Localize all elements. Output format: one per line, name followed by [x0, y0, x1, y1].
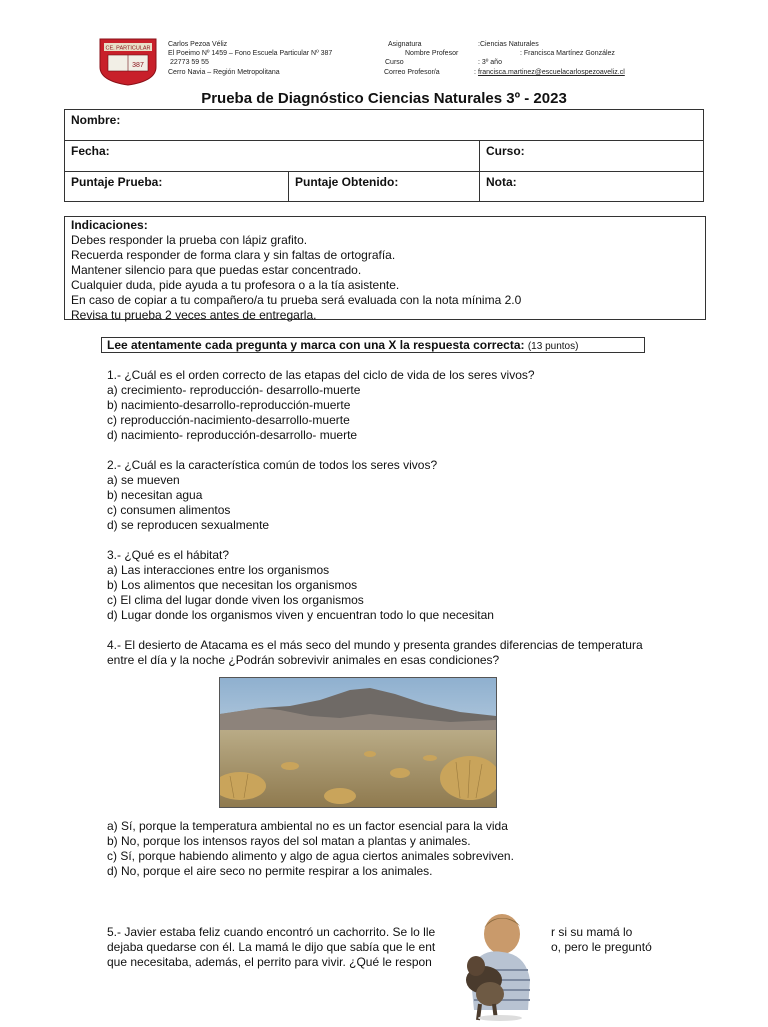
answer-option[interactable]: a) Las interacciones entre los organismos	[107, 563, 330, 578]
logo-number: 387	[132, 62, 144, 69]
atacama-desert-photo	[219, 677, 497, 808]
answer-option[interactable]: c) Sí, porque habiendo alimento y algo de agua ciertos animales sobreviven.	[107, 849, 514, 864]
answer-instruction-text: Lee atentamente cada pregunta y marca con una X la respuesta correcta:	[107, 338, 525, 352]
instruction-line: Cualquier duda, pide ayuda a tu profesora o a la tía asistente.	[71, 278, 400, 292]
school-region: Cerro Navia – Región Metropolitana	[168, 69, 280, 76]
test-score-field[interactable]: Puntaje Prueba:	[65, 172, 289, 202]
student-info-table	[64, 109, 704, 202]
question-stem: 3.- ¿Qué es el hábitat?	[107, 548, 230, 562]
school-phone: 22773 59 55	[170, 59, 209, 66]
answer-option[interactable]: c) consumen alimentos	[107, 503, 231, 518]
answer-option[interactable]: d) se reproducen sexualmente	[107, 518, 270, 533]
instruction-line: En caso de copiar a tu compañero/a tu prueba será evaluada con la nota mínima 2.0	[71, 293, 522, 307]
course-label: Curso	[385, 59, 404, 66]
question-4-options	[107, 819, 514, 879]
answer-option[interactable]: a) se mueven	[107, 473, 180, 488]
question-3	[107, 548, 494, 623]
question-stem: 2.- ¿Cuál es la característica común de todos los seres vivos?	[107, 458, 438, 472]
question-2	[107, 458, 437, 533]
instruction-line: Mantener silencio para que puedas estar concentrado.	[71, 263, 362, 277]
answer-option[interactable]: c) El clima del lugar donde viven los organismos	[107, 593, 364, 608]
email-label: Correo Profesor/a	[384, 69, 440, 76]
name-field[interactable]: Nombre:	[65, 110, 704, 141]
school-logo	[98, 37, 158, 86]
question-5-line: 5.- Javier estaba feliz cuando encontró un cachorrito. Se lo lle	[107, 925, 436, 939]
teacher-label: Nombre Profesor	[405, 50, 459, 57]
obtained-score-field[interactable]: Puntaje Obtenido:	[289, 172, 480, 202]
answer-option[interactable]: d) nacimiento- reproducción-desarrollo- muerte	[107, 428, 358, 443]
answer-option[interactable]: c) reproducción-nacimiento-desarrollo-muerte	[107, 413, 350, 428]
answer-option[interactable]: b) necesitan agua	[107, 488, 203, 503]
logo-top-text: CE. PARTICULAR	[105, 45, 151, 52]
answer-option[interactable]: a) crecimiento- reproducción- desarrollo-muerte	[107, 383, 361, 398]
date-field[interactable]: Fecha:	[65, 141, 480, 172]
question-1	[107, 368, 535, 443]
subject-value: :Ciencias Naturales	[478, 41, 539, 48]
question-5-line-end: r si su mamá lo	[551, 925, 633, 939]
email-prefix: :	[474, 69, 476, 76]
instruction-line: Debes responder la prueba con lápiz grafito.	[71, 233, 308, 247]
question-stem: 1.- ¿Cuál es el orden correcto de las etapas del ciclo de vida de los seres vivos?	[107, 368, 535, 382]
question-stem: entre el día y la noche ¿Podrán sobrevivir animales en esas condiciones?	[107, 653, 500, 668]
page-title: Prueba de Diagnóstico Ciencias Naturales 3º - 2023	[201, 90, 567, 107]
question-5-line-end: o, pero le preguntó	[551, 940, 652, 954]
question-stem: 4.- El desierto de Atacama es el más seco del mundo y presenta grandes diferencias de temperatura	[107, 638, 643, 652]
answer-option[interactable]: a) Sí, porque la temperatura ambiental no es un factor esencial para la vida	[107, 819, 508, 833]
answer-option[interactable]: d) No, porque el aire seco no permite respirar a los animales.	[107, 864, 433, 879]
answer-option[interactable]: b) Los alimentos que necesitan los organismos	[107, 578, 358, 593]
grade-field[interactable]: Nota:	[480, 172, 704, 202]
course-value: : 3º año	[478, 59, 502, 66]
answer-option[interactable]: b) nacimiento-desarrollo-reproducción-muerte	[107, 398, 351, 413]
question-5	[107, 925, 435, 970]
course-field[interactable]: Curso:	[480, 141, 704, 172]
teacher-value: : Francisca Martínez González	[520, 50, 615, 57]
question-5-line: que necesitaba, además, el perrito para vivir. ¿Qué le respon	[107, 955, 432, 970]
instructions-heading: Indicaciones:	[71, 218, 148, 232]
instructions-box	[64, 216, 706, 320]
answer-option[interactable]: d) Lugar donde los organismos viven y encuentran todo lo que necesitan	[107, 608, 494, 623]
answer-option[interactable]: b) No, porque los intensos rayos del sol matan a plantas y animales.	[107, 834, 471, 849]
answer-instruction-points: (13 puntos)	[527, 341, 579, 352]
instruction-line: Recuerda responder de forma clara y sin faltas de ortografía.	[71, 248, 396, 262]
school-name: Carlos Pezoa Véliz	[168, 41, 228, 48]
instruction-line: Revisa tu prueba 2 veces antes de entregarla.	[71, 308, 317, 322]
question-4	[107, 638, 643, 668]
boy-with-puppy-image	[450, 910, 542, 1022]
teacher-email-link[interactable]: francisca.martinez@escuelacarlospezoaveliz.cl	[478, 69, 625, 76]
question-5-line: dejaba quedarse con él. La mamá le dijo que sabía que le ent	[107, 940, 436, 955]
school-address: El Poeimo Nº 1459 – Fono Escuela Particular Nº 387	[168, 50, 333, 57]
subject-label: Asignatura	[388, 41, 422, 48]
answer-instruction	[101, 337, 645, 353]
